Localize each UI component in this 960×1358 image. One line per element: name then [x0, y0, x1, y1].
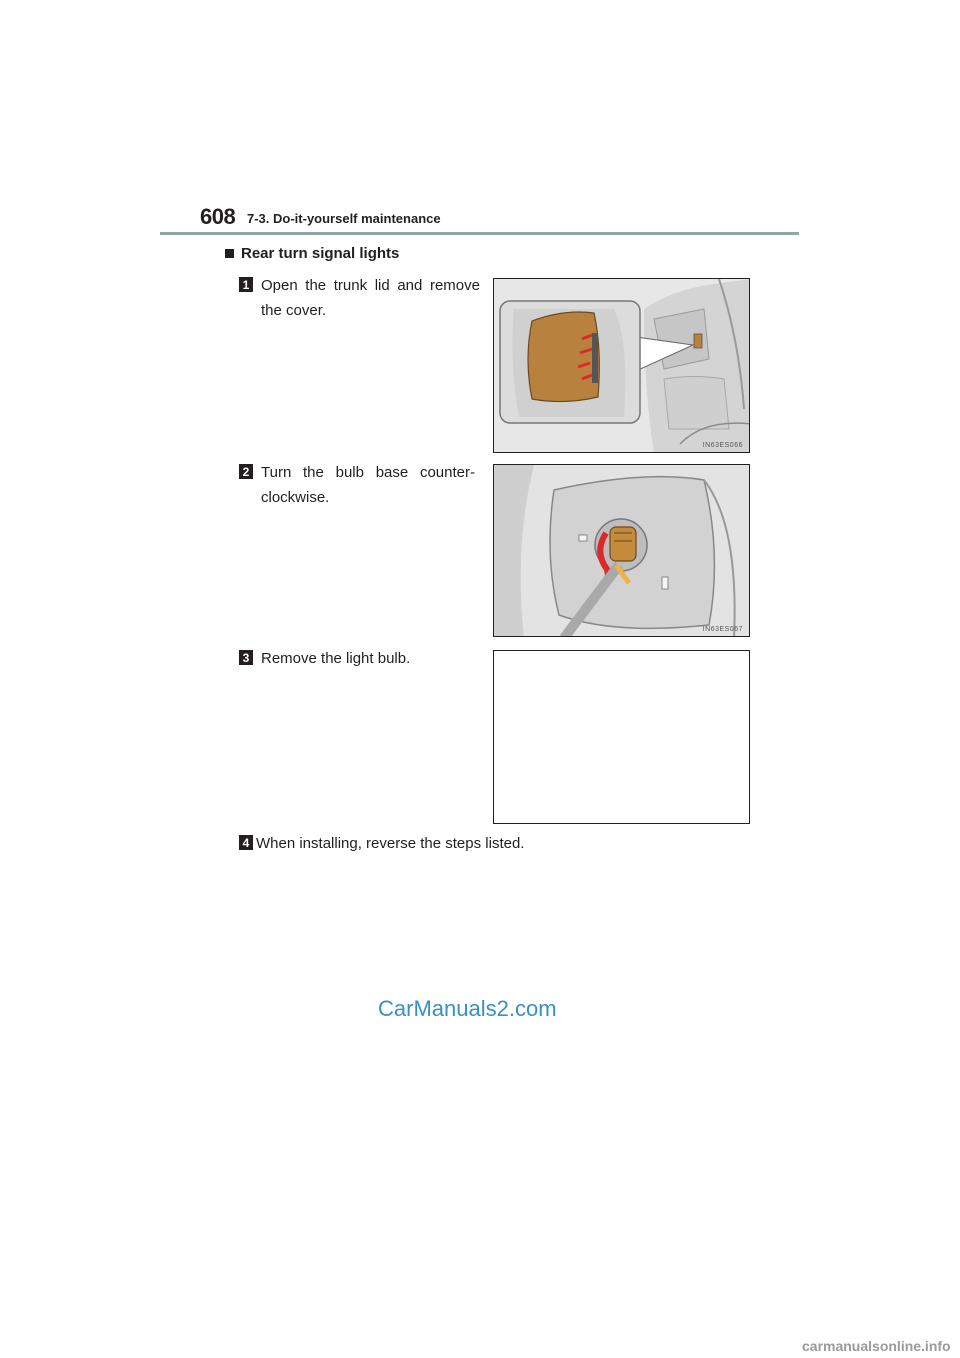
step-text-4: When installing, reverse the steps listed.: [256, 835, 525, 852]
watermark-carmanualsonline: carmanualsonline.info: [802, 1338, 951, 1354]
page-number: 608: [200, 204, 236, 229]
subheading: [225, 245, 399, 262]
watermark-carmanuals2: CarManuals2.com: [378, 996, 557, 1021]
section-title: 7-3. Do-it-yourself maintenance: [247, 211, 441, 226]
figure-bulb-base: [493, 464, 750, 637]
step-text-1: Open the trunk lid and remove the cover.: [261, 277, 480, 319]
step-number-1: 1: [239, 277, 253, 292]
bulb-base-illustration: [494, 465, 750, 637]
step-number-3: 3: [239, 650, 253, 665]
square-bullet-icon: [225, 249, 234, 258]
step-number-4: 4: [239, 835, 253, 850]
figure-trunk-cover: [493, 278, 750, 453]
trunk-cover-illustration: [494, 279, 750, 453]
figure-code-1: IN63ES066: [702, 442, 743, 449]
header-rule: [160, 232, 799, 235]
step-text-3: Remove the light bulb.: [261, 650, 411, 667]
step-number-2: 2: [239, 464, 253, 479]
subheading-text: Rear turn signal lights: [241, 245, 400, 262]
figure-light-bulb-blank: [493, 650, 750, 824]
step-text-2: Turn the bulb base counter-clockwise.: [261, 464, 475, 506]
figure-code-2: IN63ES067: [702, 626, 743, 633]
